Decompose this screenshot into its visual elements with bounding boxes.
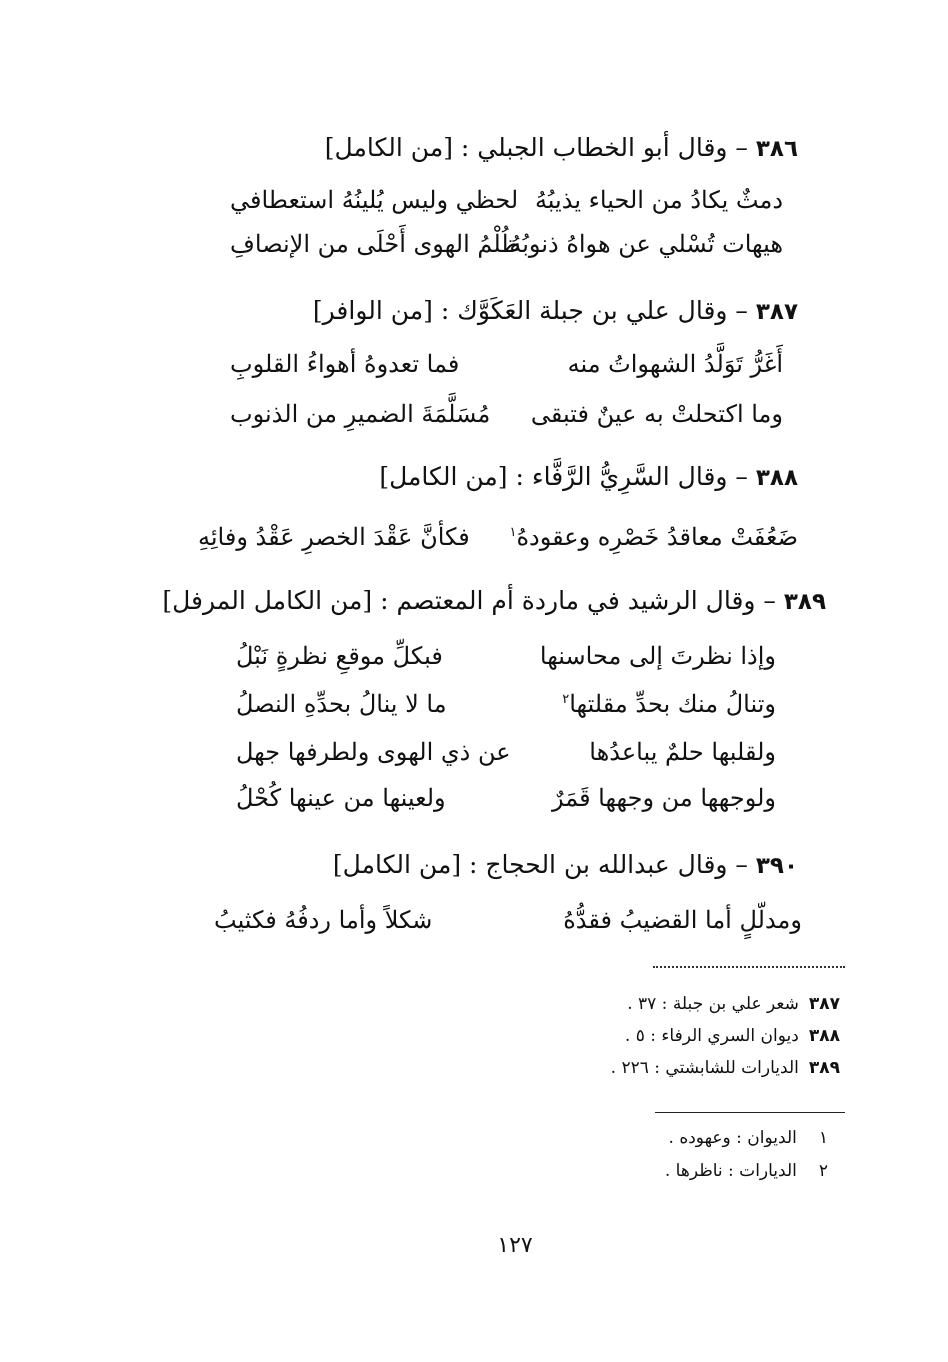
- verse-first-hemistich: [509, 523, 798, 551]
- source-note: [627, 994, 840, 1014]
- poem-intro: – وقال عبدالله بن الحجاج : [من الكامل]: [332, 850, 748, 879]
- verse-first-hemistich: وإذا نظرتَ إلى محاسنها: [539, 642, 776, 670]
- verse-second-hemistich: شكلاً وأما ردفُهُ فكثيبُ: [214, 906, 433, 934]
- poem-intro: – وقال أبو الخطاب الجبلي : [من الكامل]: [324, 133, 748, 162]
- poem-intro: – وقال السَّرِيُّ الرَّفَّاء : [من الكامل]: [379, 462, 748, 491]
- hemistich-text: وتنالُ منك بحدِّ مقلتها: [569, 690, 776, 718]
- footnote: [665, 1161, 828, 1181]
- source-text: شعر علي بن جبلة : ٣٧ .: [627, 994, 799, 1014]
- poem-heading: [162, 586, 826, 615]
- verse-second-hemistich: فما تعدوهُ أهواءُ القلوبِ: [230, 350, 460, 378]
- source-note: [611, 1058, 840, 1078]
- source-note: [625, 1026, 840, 1046]
- poem-number: ٣٨٨: [755, 465, 798, 491]
- verse-second-hemistich: لحظي وليس يُلينُهُ استعطافي: [230, 186, 519, 214]
- source-text: الديارات للشابشتي : ٢٢٦ .: [610, 1058, 799, 1078]
- verse-second-hemistich: مُسَلَّمَةَ الضميرِ من الذنوب: [230, 400, 491, 428]
- footnote-ref: ١: [509, 525, 517, 540]
- poem-number: ٣٨٦: [755, 136, 798, 162]
- footnote: [669, 1128, 828, 1148]
- poem-number: ٣٨٧: [755, 299, 798, 325]
- poem-heading: [313, 296, 798, 325]
- verse-first-hemistich: ومدلّلٍ أما القضيبُ فقدُّهُ: [563, 906, 802, 934]
- verse-first-hemistich: وما اكتحلتْ به عينٌ فتبقى: [530, 400, 783, 428]
- verse-second-hemistich: ولعينها من عينها كُحْلُ: [236, 784, 446, 812]
- footnote-text: الديوان : وعهوده .: [668, 1128, 797, 1148]
- footnote-number: ١: [818, 1128, 828, 1148]
- poem-intro: – وقال الرشيد في ماردة أم المعتصم : [من الكامل المرفل]: [162, 586, 776, 615]
- footnote-number: ٢: [818, 1161, 828, 1181]
- footnotes-divider: [655, 1112, 845, 1113]
- verse-second-hemistich: ما لا ينالُ بحدِّهِ النصلُ: [236, 690, 447, 718]
- source-text: ديوان السري الرفاء : ٥ .: [624, 1026, 799, 1046]
- footnote-ref: ٢: [562, 692, 570, 707]
- poem-heading: [325, 133, 798, 162]
- verse-first-hemistich: أَغَرُّ تَوَلَّدُ الشهواتُ منه: [567, 350, 783, 378]
- poem-intro: – وقال علي بن جبلة العَكَوَّك : [من الوافر]: [312, 296, 748, 325]
- verse-first-hemistich: [562, 690, 776, 718]
- poem-number: ٣٩٠: [755, 853, 798, 879]
- poem-number: ٣٨٩: [783, 589, 826, 615]
- verse-second-hemistich: عن ذي الهوى ولطرفها جهل: [236, 738, 511, 766]
- verse-first-hemistich: ولقلبها حلمٌ يباعدُها: [589, 738, 776, 766]
- source-number: ٣٨٨: [808, 1026, 840, 1046]
- verse-first-hemistich: ولوجهها من وجهها قَمَرٌ: [551, 784, 776, 812]
- poem-heading: [379, 462, 798, 491]
- footnote-text: الديارات : ناظرها .: [664, 1161, 797, 1181]
- sources-divider: [653, 966, 845, 968]
- verse-second-hemistich: فبكلِّ موقعِ نظرةٍ نَبْلُ: [236, 642, 443, 670]
- source-number: ٣٨٩: [808, 1058, 840, 1078]
- verse-first-hemistich: هيهات تُسْلي عن هواهُ ذنوبُهُ: [509, 230, 783, 258]
- verse-second-hemistich: ظُلْمُ الهوى أَحْلَى من الإنصافِ: [230, 230, 521, 258]
- source-number: ٣٨٧: [808, 994, 840, 1014]
- verse-first-hemistich: دمثٌ يكادُ من الحياء يذيبُهُ: [534, 186, 783, 214]
- page-number: ١٢٧: [497, 1233, 533, 1258]
- hemistich-text: ضَعُفَتْ معاقدُ خَصْرِه وعقودهُ: [516, 523, 798, 551]
- poem-heading: [333, 850, 798, 879]
- verse-second-hemistich: فكأنَّ عَقْدَ الخصرِ عَقْدُ وفائِهِ: [198, 523, 470, 551]
